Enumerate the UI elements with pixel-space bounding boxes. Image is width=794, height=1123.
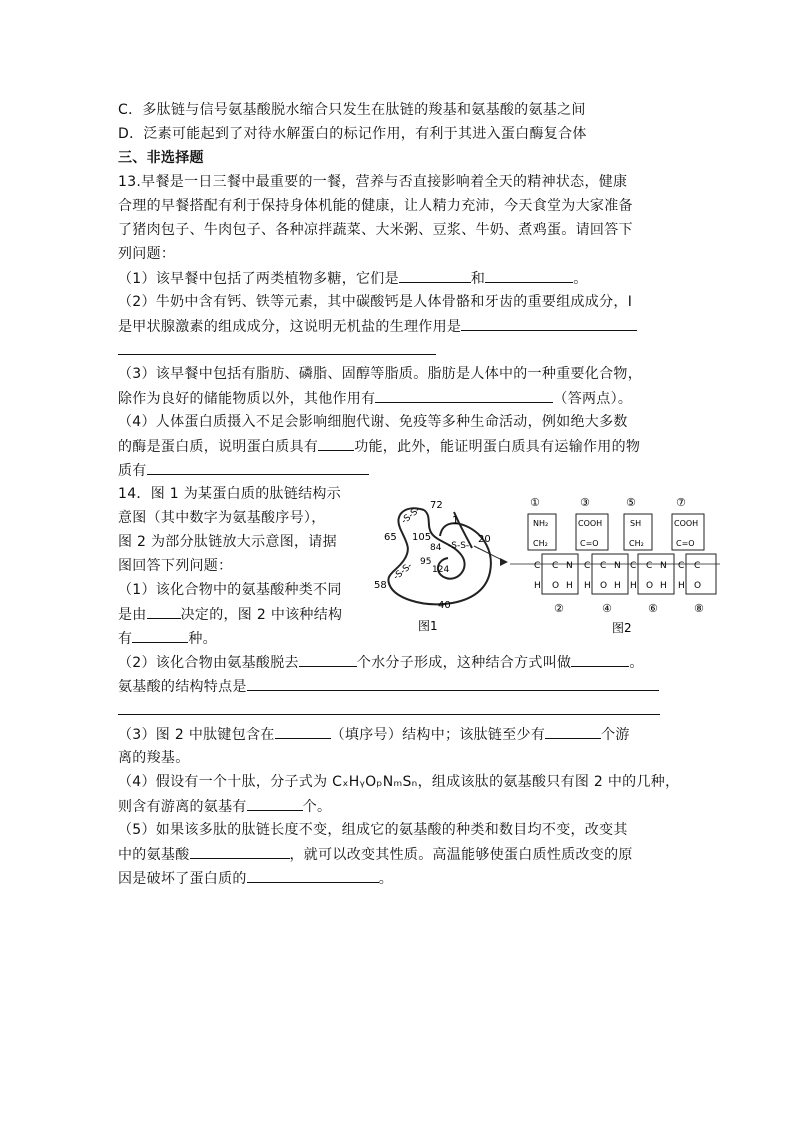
backbone-atom: C [694, 561, 701, 571]
answer-blank[interactable] [318, 436, 354, 451]
group-number-3: ③ [580, 496, 590, 509]
backbone-atom: N [566, 561, 573, 571]
figure-1-peptide-chain [362, 486, 502, 636]
section-title: 三、非选择题 [118, 150, 204, 166]
answer-blank[interactable] [375, 388, 553, 403]
substituent-atom: O [600, 581, 608, 591]
q13-sub2-line2: 是甲状腺激素的组成成分，这说明无机盐的生理作用是 [118, 316, 637, 337]
figure-2-caption: 图2 [612, 621, 632, 635]
q13-stem-4: 列问题： [118, 246, 176, 262]
answer-blank[interactable] [299, 652, 357, 667]
answer-blank[interactable] [461, 316, 637, 331]
residue-label: 58 [374, 580, 387, 591]
backbone-atom: C [678, 561, 685, 571]
q14-sub5-line3: 因是破坏了蛋白质的 。 [118, 868, 393, 889]
residue-label: 84 [430, 543, 442, 553]
answer-blank[interactable] [132, 628, 188, 643]
q13-sub2-line1: （2）牛奶中含有钙、铁等元素，其中碳酸钙是人体骨骼和牙齿的重要组成成分，I [118, 294, 633, 310]
side-chain-label: C=O [676, 539, 695, 548]
q14-stem-1: 14．图 1 为某蛋白质的肽链结构示 [118, 486, 342, 502]
residue-label: 1 [452, 514, 459, 527]
q14-sub2-line1: （2）该化合物由氨基酸脱去 个水分子形成，这种结合方式叫做 。 [118, 652, 644, 673]
q13-stem-2: 合理的早餐搭配有利于保持身体机能的健康，让人精力充沛，今天食堂为大家准备 [118, 198, 633, 214]
group-number-2: ② [554, 602, 564, 615]
q14-sub1-line3: 有 种。 [118, 628, 217, 649]
q13-stem-1: 13.早餐是一日三餐中最重要的一餐，营养与否直接影响着全天的精神状态，健康 [118, 174, 628, 190]
q13-sub4-line3: 质有 [118, 460, 369, 481]
substituent-atom: H [630, 581, 637, 591]
group-number-1: ① [530, 496, 540, 509]
backbone-atom: C [534, 561, 541, 571]
substituent-atom: H [534, 581, 541, 591]
residue-label: 72 [430, 500, 443, 511]
side-chain-label: CH₂ [629, 539, 644, 548]
substituent-atom: O [646, 581, 654, 591]
side-chain-label: NH₂ [533, 519, 549, 528]
option-d: D．泛素可能起到了对待水解蛋白的标记作用，有利于其进入蛋白酶复合体 [118, 126, 587, 142]
q14-sub5-line2: 中的氨基酸 ，就可以改变其性质。高温能够使蛋白质性质改变的原 [118, 844, 633, 865]
q13-sub1: （1）该早餐中包括了两类植物多糖，它们是 和 。 [118, 268, 588, 289]
q14-sub1-line2: 是由 决定的，图 2 中该种结构 [118, 604, 342, 625]
backbone-atom: N [614, 561, 621, 571]
backbone-atom: C [646, 561, 653, 571]
q14-stem-4: 图回答下列问题： [118, 558, 233, 574]
answer-blank[interactable] [247, 676, 659, 691]
side-chain-label: SH [630, 519, 642, 528]
answer-blank[interactable] [247, 868, 379, 883]
residue-label: 105 [412, 532, 432, 543]
q14-sub4-line2: 则含有游离的氨基有 个。 [118, 796, 331, 817]
option-c: C．多肽链与信号氨基酸脱水缩合只发生在肽链的羧基和氨基酸的氨基之间 [118, 102, 586, 118]
q14-sub3-line2: 离的羧基。 [118, 750, 190, 766]
group-number-6: ⑥ [648, 602, 658, 615]
answer-blank-line[interactable] [118, 714, 660, 715]
substituent-atom: H [614, 581, 621, 591]
q13-sub3-line1: （3）该早餐中包括有脂肪、磷脂、固醇等脂质。脂肪是人体中的一种重要化合物， [118, 366, 643, 382]
residue-label: 124 [432, 565, 450, 575]
q13-stem-3: 了猪肉包子、牛肉包子、各种凉拌蔬菜、大米粥、豆浆、牛奶、煮鸡蛋。请回答下 [118, 222, 633, 238]
answer-blank[interactable] [147, 460, 369, 475]
side-chain-label: COOH [674, 519, 699, 528]
residue-label: 20 [478, 534, 491, 545]
backbone-atom: C [600, 561, 607, 571]
residue-label: 65 [384, 532, 397, 543]
disulfide-label: -S-S- [448, 541, 470, 551]
q13-sub3-line2: 除作为良好的储能物质以外，其他作用有 （答两点）。 [118, 388, 632, 409]
side-chain-label: C=O [580, 539, 599, 548]
substituent-atom: H [678, 581, 685, 591]
q14-stem-3: 图 2 为部分肽链放大示意图，请据 [118, 534, 337, 550]
backbone-atom: N [660, 561, 667, 571]
substituent-atom: H [584, 581, 591, 591]
side-chain-label: COOH [578, 519, 603, 528]
q14-sub4-line1: （4）假设有一个十肽，分子式为 CₓHᵧOₚNₘSₙ，组成该肽的氨基酸只有图 2 中的几种， [118, 774, 680, 790]
q14-sub1-line1: （1）该化合物中的氨基酸种类不同 [118, 582, 342, 598]
figure-2-peptide-detail [500, 486, 722, 642]
q13-sub4-line2: 的酶是蛋白质，说明蛋白质具有 功能，此外，能证明蛋白质具有运输作用的物 [118, 436, 640, 457]
substituent-atom: H [566, 581, 573, 591]
answer-blank[interactable] [485, 268, 573, 283]
q13-sub4-line1: （4）人体蛋白质摄入不足会影响细胞代谢、免疫等多种生命活动，例如绝大多数 [118, 414, 628, 430]
answer-blank[interactable] [571, 652, 629, 667]
answer-blank[interactable] [190, 844, 290, 859]
backbone-atom: C [552, 561, 559, 571]
residue-label: 95 [420, 557, 432, 567]
substituent-atom: O [694, 581, 702, 591]
substituent-atom: O [552, 581, 560, 591]
group-number-8: ⑧ [694, 602, 704, 615]
figure-1-caption: 图1 [418, 619, 438, 633]
backbone-atom: C [584, 561, 591, 571]
side-chain-label: CH₂ [533, 539, 548, 548]
q14-sub5-line1: （5）如果该多肽的肽链长度不变，组成它的氨基酸的种类和数目均不变，改变其 [118, 822, 628, 838]
group-number-4: ④ [602, 602, 612, 615]
q14-sub3-line1: （3）图 2 中肽键包含在 （填序号）结构中；该肽链至少有 个游 [118, 724, 630, 745]
group-number-7: ⑦ [676, 496, 686, 509]
group-number-5: ⑤ [626, 496, 636, 509]
q14-stem-2: 意图（其中数字为氨基酸序号）， [118, 510, 326, 526]
backbone-atom: C [630, 561, 637, 571]
answer-blank[interactable] [545, 724, 601, 739]
disulfide-label: -S-S- [391, 561, 415, 583]
answer-blank[interactable] [399, 268, 471, 283]
q14-sub2-line2: 氨基酸的结构特点是 [118, 676, 659, 697]
substituent-atom: H [660, 581, 667, 591]
disulfide-label: -S-S- [399, 505, 423, 527]
answer-blank[interactable] [147, 604, 181, 619]
residue-label: 40 [438, 600, 451, 611]
answer-blank[interactable] [247, 796, 303, 811]
answer-blank[interactable] [275, 724, 331, 739]
answer-blank-line[interactable] [118, 354, 436, 355]
